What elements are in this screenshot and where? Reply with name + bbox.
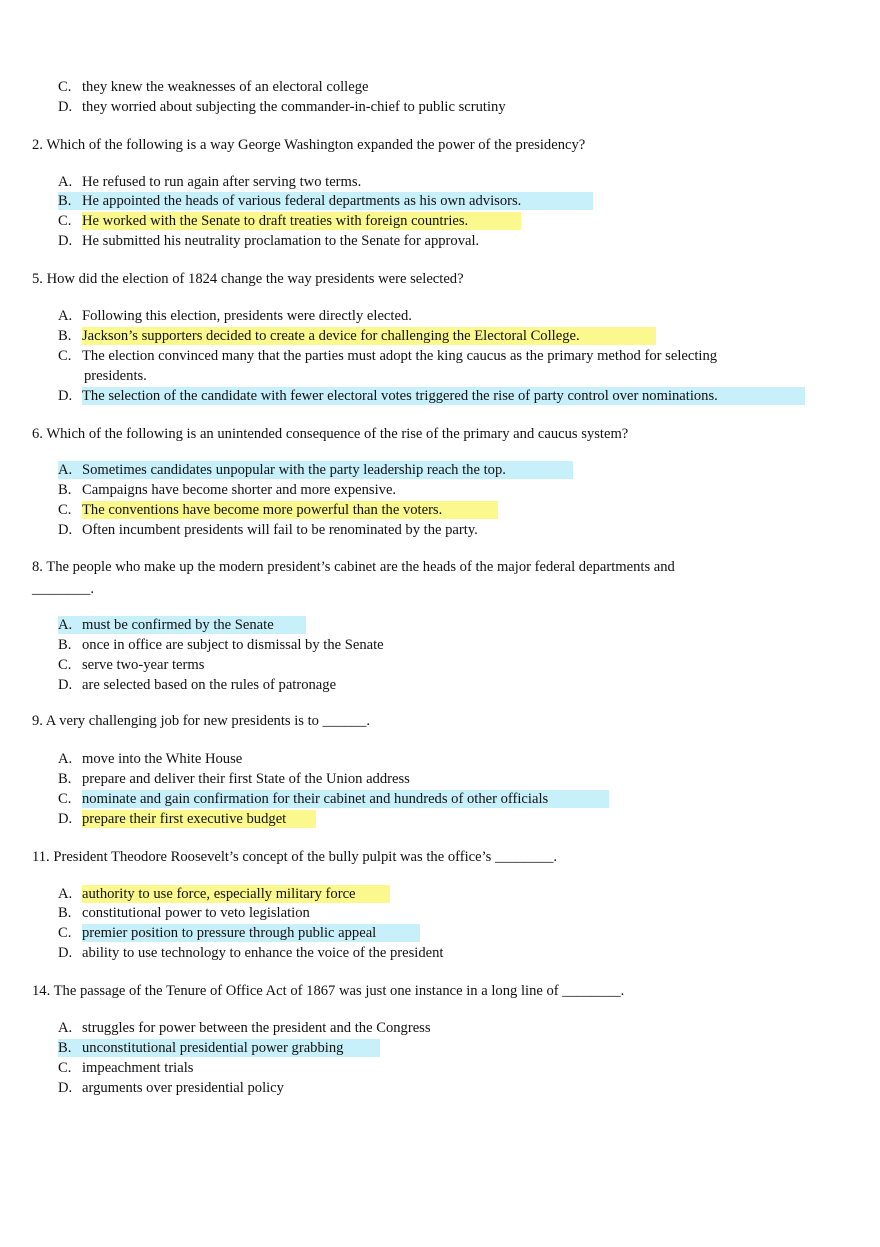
option-letter: D. (58, 1080, 73, 1096)
answer-option (0, 655, 880, 675)
option-letter: B. (58, 637, 72, 653)
question-text: 8. The people who make up the modern president’s cabinet are the heads of the major federal departments and (32, 559, 675, 575)
answer-option (0, 480, 880, 500)
question-text: 2. Which of the following is a way George Washington expanded the power of the presidency? (32, 137, 586, 153)
answer-option (0, 306, 880, 326)
option-text: Campaigns have become shorter and more expensive. (82, 482, 397, 498)
option-letter: C. (58, 791, 72, 807)
option-text: they knew the weaknesses of an electoral college (82, 79, 369, 95)
answer-option (0, 749, 880, 769)
option-text: impeachment trials (82, 1060, 194, 1076)
answer-option (0, 520, 880, 540)
option-letter: A. (58, 751, 73, 767)
option-text: serve two-year terms (82, 657, 205, 673)
question-text: 9. A very challenging job for new presidents is to ______. (32, 713, 371, 729)
answer-option (0, 1058, 880, 1078)
option-letter: B. (58, 482, 72, 498)
option-text-continuation: presidents. (84, 368, 147, 384)
option-text: arguments over presidential policy (82, 1080, 284, 1096)
option-letter: D. (58, 945, 73, 961)
answer-option (0, 923, 880, 943)
option-letter: B. (58, 771, 72, 787)
answer-option (0, 97, 880, 117)
option-letter: D. (58, 677, 73, 693)
answer-option (0, 211, 880, 231)
option-letter: C. (58, 1060, 72, 1076)
answer-option (0, 903, 880, 923)
answer-option (0, 789, 880, 809)
option-text: Often incumbent presidents will fail to be renominated by the party. (82, 522, 478, 538)
option-text: Jackson’s supporters decided to create a device for challenging the Electoral College. (82, 328, 580, 344)
option-text: authority to use force, especially military force (82, 886, 356, 902)
answer-option (0, 675, 880, 695)
option-text: The election convinced many that the parties must adopt the king caucus as the primary method for selecting (82, 348, 718, 364)
option-text: He submitted his neutrality proclamation to the Senate for approval. (82, 233, 480, 249)
answer-option (0, 809, 880, 829)
option-letter: B. (58, 193, 72, 209)
option-letter: D. (58, 522, 73, 538)
answer-option (0, 1038, 880, 1058)
question-blank: ________. (32, 581, 95, 597)
option-letter: C. (58, 348, 72, 364)
option-letter: C. (58, 657, 72, 673)
option-letter: B. (58, 905, 72, 921)
question-text: 11. President Theodore Roosevelt’s concept of the bully pulpit was the office’s ________. (32, 849, 558, 865)
answer-option (0, 346, 880, 366)
question-text: 5. How did the election of 1824 change the way presidents were selected? (32, 271, 464, 287)
answer-option (0, 172, 880, 192)
option-letter: C. (58, 213, 72, 229)
option-text: premier position to pressure through public appeal (82, 925, 377, 941)
question-text: 14. The passage of the Tenure of Office Act of 1867 was just one instance in a long line of ________. (32, 983, 625, 999)
answer-option (0, 231, 880, 251)
option-letter: C. (58, 502, 72, 518)
option-letter: A. (58, 308, 73, 324)
answer-option (0, 1018, 880, 1038)
option-letter: D. (58, 233, 73, 249)
option-letter: C. (58, 79, 72, 95)
question-text: 6. Which of the following is an unintended consequence of the rise of the primary and caucus system? (32, 426, 629, 442)
option-text: He appointed the heads of various federal departments as his own advisors. (82, 193, 522, 209)
answer-option (0, 943, 880, 963)
option-text: once in office are subject to dismissal by the Senate (82, 637, 384, 653)
option-letter: A. (58, 174, 73, 190)
answer-option (0, 635, 880, 655)
option-letter: D. (58, 99, 73, 115)
option-text: Following this election, presidents were directly elected. (82, 308, 412, 324)
option-text: He refused to run again after serving two terms. (82, 174, 362, 190)
option-letter: C. (58, 925, 72, 941)
answer-option (0, 326, 880, 346)
option-text: The conventions have become more powerful than the voters. (82, 502, 443, 518)
option-text: move into the White House (82, 751, 243, 767)
answer-option (0, 1078, 880, 1098)
option-text: The selection of the candidate with fewer electoral votes triggered the rise of party control over nominations. (82, 388, 718, 404)
option-text: nominate and gain confirmation for their cabinet and hundreds of other officials (82, 791, 549, 807)
answer-option (0, 769, 880, 789)
option-text: prepare their first executive budget (82, 811, 287, 827)
option-text: unconstitutional presidential power grabbing (82, 1040, 344, 1056)
answer-option (0, 500, 880, 520)
answer-option (0, 386, 880, 406)
option-text: He worked with the Senate to draft treaties with foreign countries. (82, 213, 469, 229)
option-text: ability to use technology to enhance the voice of the president (82, 945, 444, 961)
option-letter: D. (58, 811, 73, 827)
option-letter: A. (58, 1020, 73, 1036)
option-letter: A. (58, 886, 73, 902)
option-text: constitutional power to veto legislation (82, 905, 310, 921)
option-letter: D. (58, 388, 73, 404)
answer-option (0, 615, 880, 635)
option-letter: B. (58, 328, 72, 344)
option-letter: A. (58, 617, 73, 633)
option-text: they worried about subjecting the commander-in-chief to public scrutiny (82, 99, 506, 115)
option-letter: A. (58, 462, 73, 478)
answer-option (0, 77, 880, 97)
option-text: prepare and deliver their first State of the Union address (82, 771, 410, 787)
answer-option (0, 884, 880, 904)
option-text: are selected based on the rules of patronage (82, 677, 337, 693)
option-text: Sometimes candidates unpopular with the party leadership reach the top. (82, 462, 506, 478)
option-text: struggles for power between the president and the Congress (82, 1020, 431, 1036)
option-letter: B. (58, 1040, 72, 1056)
answer-option (0, 460, 880, 480)
option-text: must be confirmed by the Senate (82, 617, 274, 633)
answer-option (0, 191, 880, 211)
